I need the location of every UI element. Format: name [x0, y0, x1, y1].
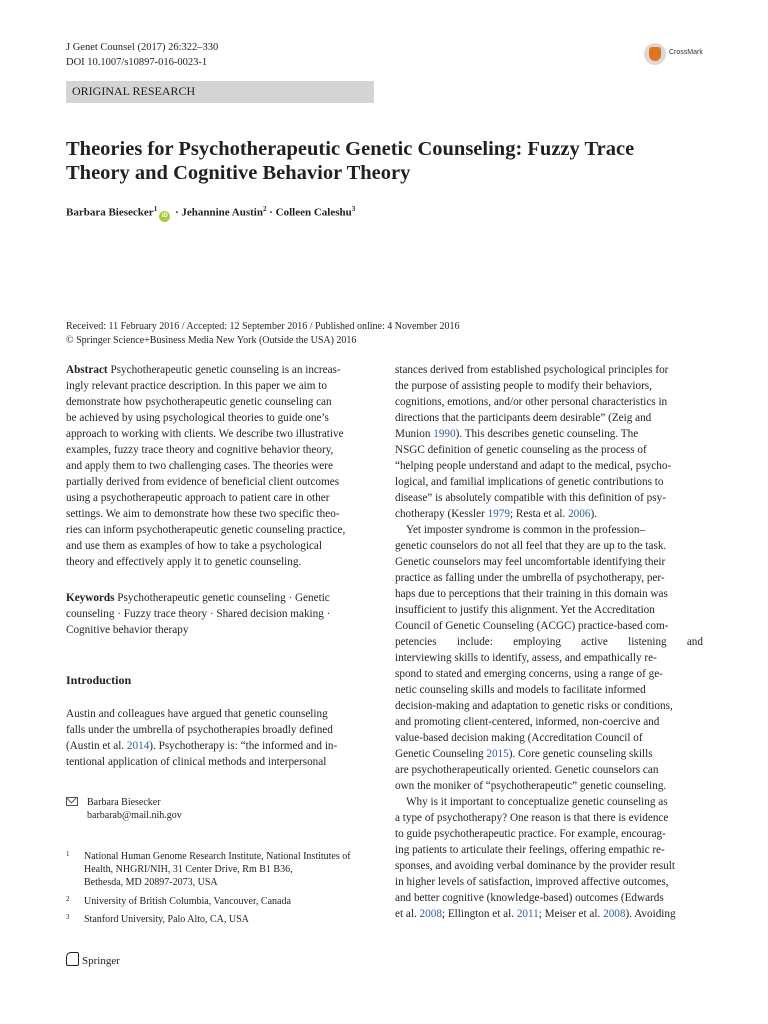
body-line: are psychotherapeutically oriented. Genetic counselors can	[395, 764, 659, 776]
text-span: chotherapy (Kessler	[395, 508, 488, 520]
author-list	[66, 205, 706, 222]
crossmark-icon	[644, 43, 666, 65]
author-separator: ·	[174, 206, 179, 219]
body-line: to guide psychotherapeutic practice. For example, encourag-	[395, 828, 666, 840]
body-line	[395, 906, 703, 922]
crossmark-badge[interactable]	[644, 43, 724, 67]
text-span: Genetic Counseling	[395, 748, 487, 760]
citation-link[interactable]: 2008	[603, 908, 626, 920]
body-text-right-column	[395, 362, 703, 922]
abstract-line: approach to working with clients. We describe two illustrative	[66, 428, 344, 440]
text-span: ). This describes genetic counseling. The	[455, 428, 639, 440]
article-type-label: ORIGINAL RESEARCH	[72, 84, 196, 98]
body-line	[66, 738, 372, 754]
citation-link[interactable]: 2015	[486, 748, 509, 760]
body-line: and promoting client-centered, informed, non-coercive and	[395, 716, 660, 728]
affiliation-number: 1	[66, 850, 70, 858]
body-line	[395, 746, 703, 762]
text-span: (Austin et al.	[66, 740, 127, 752]
body-line: Yet imposter syndrome is common in the profession–	[406, 524, 646, 536]
publisher-name: Springer	[82, 955, 120, 967]
correspondence-email[interactable]: barbarab@mail.nih.gov	[87, 810, 182, 821]
body-line: value-based decision making (Accreditation Council of	[395, 732, 643, 744]
body-line: in higher levels of satisfaction, improved affective outcomes,	[395, 876, 669, 888]
body-line: Austin and colleagues have argued that genetic counseling	[66, 708, 328, 720]
abstract-label: Abstract	[66, 364, 108, 376]
abstract-line: examples, fuzzy trace theory and cognitive behavior theory,	[66, 444, 334, 456]
author-name[interactable]: Jehannine Austin	[181, 206, 263, 219]
keywords-line: counseling · Fuzzy trace theory · Shared decision making ·	[66, 608, 331, 620]
orcid-icon[interactable]: iD	[159, 211, 170, 222]
body-line: interviewing skills to identify, assess, and empathically re-	[395, 652, 657, 664]
abstract-line: be achieved by using psychological theories to guide one’s	[66, 412, 329, 424]
author-separator: ·	[269, 206, 273, 219]
abstract-line: Psychotherapeutic genetic counseling is an increas-	[110, 364, 341, 376]
abstract-line: theory and effectively apply it to genetic counseling.	[66, 556, 302, 568]
citation-link[interactable]: 1990	[433, 428, 456, 440]
springer-horse-icon	[66, 952, 79, 966]
abstract-line: demonstrate how psychotherapeutic genetic counseling can	[66, 396, 332, 408]
body-line: decision-making and adaptation to genetic risks or conditions,	[395, 700, 673, 712]
abstract-line: and use them as examples of how to take a psychological	[66, 540, 322, 552]
body-line: insufficient to justify this alignment. Yet the Accreditation	[395, 604, 655, 616]
affiliation-line: National Human Genome Research Institute, National Institutes of	[84, 851, 351, 862]
abstract	[66, 362, 372, 570]
text-span: ). Psychotherapy is: “the informed and in-	[149, 740, 338, 752]
abstract-line: settings. We aim to demonstrate how these two specific theo-	[66, 508, 340, 520]
title-line-1: Theories for Psychotherapeutic Genetic Counseling: Fuzzy Trace	[66, 138, 635, 160]
text-span: ). Avoiding	[625, 908, 676, 920]
correspondence-name: Barbara Biesecker	[87, 797, 161, 808]
abstract-line: ingly relevant practice description. In this paper we aim to	[66, 380, 327, 392]
citation-link[interactable]: 2006	[568, 508, 591, 520]
citation-link[interactable]: 2014	[126, 740, 150, 752]
body-line: a type of psychotherapy? One reason is that there is evidence	[395, 812, 669, 824]
body-line	[395, 506, 703, 522]
copyright-line: © Springer Science+Business Media New York (Outside the USA) 2016	[66, 335, 357, 346]
citation-link[interactable]: 2011	[516, 908, 539, 920]
citation-link[interactable]: 2008	[419, 908, 442, 920]
text-span: et al.	[395, 908, 420, 920]
abstract-line: using a psychotherapeutic approach to patient care in other	[66, 492, 330, 504]
affiliation-line: University of British Columbia, Vancouver, Canada	[84, 896, 291, 907]
body-line	[395, 426, 703, 442]
article-type-banner	[66, 81, 374, 103]
keywords	[66, 590, 372, 638]
author-name[interactable]: Barbara Biesecker	[66, 206, 154, 219]
body-line: stances derived from established psychological principles for	[395, 364, 669, 376]
body-line: disease” is absolutely compatible with this definition of psy-	[395, 492, 666, 504]
affiliation-line: Stanford University, Palo Alto, CA, USA	[84, 914, 249, 925]
article-title	[66, 137, 706, 185]
text-span: ; Meiser et al.	[538, 908, 604, 920]
text-span: ).	[590, 508, 597, 520]
text-span: ; Resta et al.	[509, 508, 569, 520]
affiliation-line: Health, NHGRI/NIH, 31 Center Drive, Rm B1 B36,	[84, 864, 293, 875]
body-line: NSGC definition of genetic counseling as the process of	[395, 444, 647, 456]
dates-line: Received: 11 February 2016 / Accepted: 12 September 2016 / Published online: 4 November 2016	[66, 321, 460, 332]
author-name[interactable]: Colleen Caleshu	[275, 206, 352, 219]
affiliation-line: Bethesda, MD 20897-2073, USA	[84, 877, 218, 888]
body-line: own the moniker of “psychotherapeutic” genetic counseling.	[395, 780, 667, 792]
body-line: directions that the participants deem desirable” (Zeig and	[395, 412, 652, 424]
body-line: the purpose of assisting people to modify their behaviors,	[395, 380, 652, 392]
body-line: logical, and familial implications of genetic contributions to	[395, 476, 664, 488]
body-line: Council of Genetic Counseling (ACGC) practice-based com-	[395, 620, 669, 632]
title-line-2: Theory and Cognitive Behavior Theory	[66, 162, 411, 184]
body-line: falls under the umbrella of psychotherapies broadly defined	[66, 724, 333, 736]
keywords-label: Keywords	[66, 592, 115, 604]
text-span: ). Core genetic counseling skills	[508, 748, 653, 760]
publisher-logo	[66, 952, 120, 967]
body-line: sponses, and avoiding verbal dominance by the provider result	[395, 860, 675, 872]
journal-citation	[66, 40, 218, 70]
body-line: spond to stated and emerging concerns, using a range of ge-	[395, 668, 663, 680]
body-line: Genetic counselors may feel uncomfortable identifying their	[395, 556, 666, 568]
text-span: Munion	[395, 428, 434, 440]
envelope-icon	[66, 797, 78, 806]
doi-line[interactable]: DOI 10.1007/s10897-016-0023-1	[66, 57, 208, 68]
abstract-line: and apply them to two challenging cases. The theories were	[66, 460, 333, 472]
body-line: practice as falling under the umbrella of psychotherapy, per-	[395, 572, 665, 584]
keywords-line: Psychotherapeutic genetic counseling · Genetic	[117, 592, 330, 604]
journal-line: J Genet Counsel (2017) 26:322–330	[66, 42, 219, 53]
body-line: genetic counselors do not all feel that they are up to the task.	[395, 540, 667, 552]
author-affiliation-sup: 2	[262, 205, 267, 213]
body-line: “helping people understand and adapt to the medical, psycho-	[395, 460, 672, 472]
section-heading-introduction: Introduction	[66, 673, 132, 687]
body-line: cognitions, emotions, and/or other personal characteristics in	[395, 396, 668, 408]
keywords-line: Cognitive behavior therapy	[66, 624, 189, 636]
crossmark-label: CrossMark	[669, 49, 703, 56]
abstract-line: ries can inform psychotherapeutic genetic counseling practice,	[66, 524, 346, 536]
text-span: ; Ellington et al.	[441, 908, 517, 920]
introduction-text	[66, 706, 372, 770]
body-line: Why is it important to conceptualize genetic counseling as	[406, 796, 668, 808]
body-line: tentional application of clinical methods and interpersonal	[66, 756, 327, 768]
affiliation-number: 3	[66, 913, 70, 921]
abstract-line: partially derived from evidence of beneficial client outcomes	[66, 476, 340, 488]
affiliation-number: 2	[66, 895, 70, 903]
citation-link[interactable]: 1979	[487, 508, 510, 520]
publication-dates	[66, 320, 459, 348]
body-line: netic counseling skills and models to facilitate informed	[395, 684, 646, 696]
body-line: and better cognitive (knowledge-based) outcomes (Edwards	[395, 892, 664, 904]
body-line: haps due to perceptions that their training in this domain was	[395, 588, 668, 600]
author-affiliation-sup: 3	[351, 205, 356, 213]
author-affiliation-sup: 1	[153, 205, 158, 213]
body-line: ing patients to articulate their feelings, offering empathic re-	[395, 844, 665, 856]
body-line: petencies include: employing active listening and	[395, 636, 703, 648]
